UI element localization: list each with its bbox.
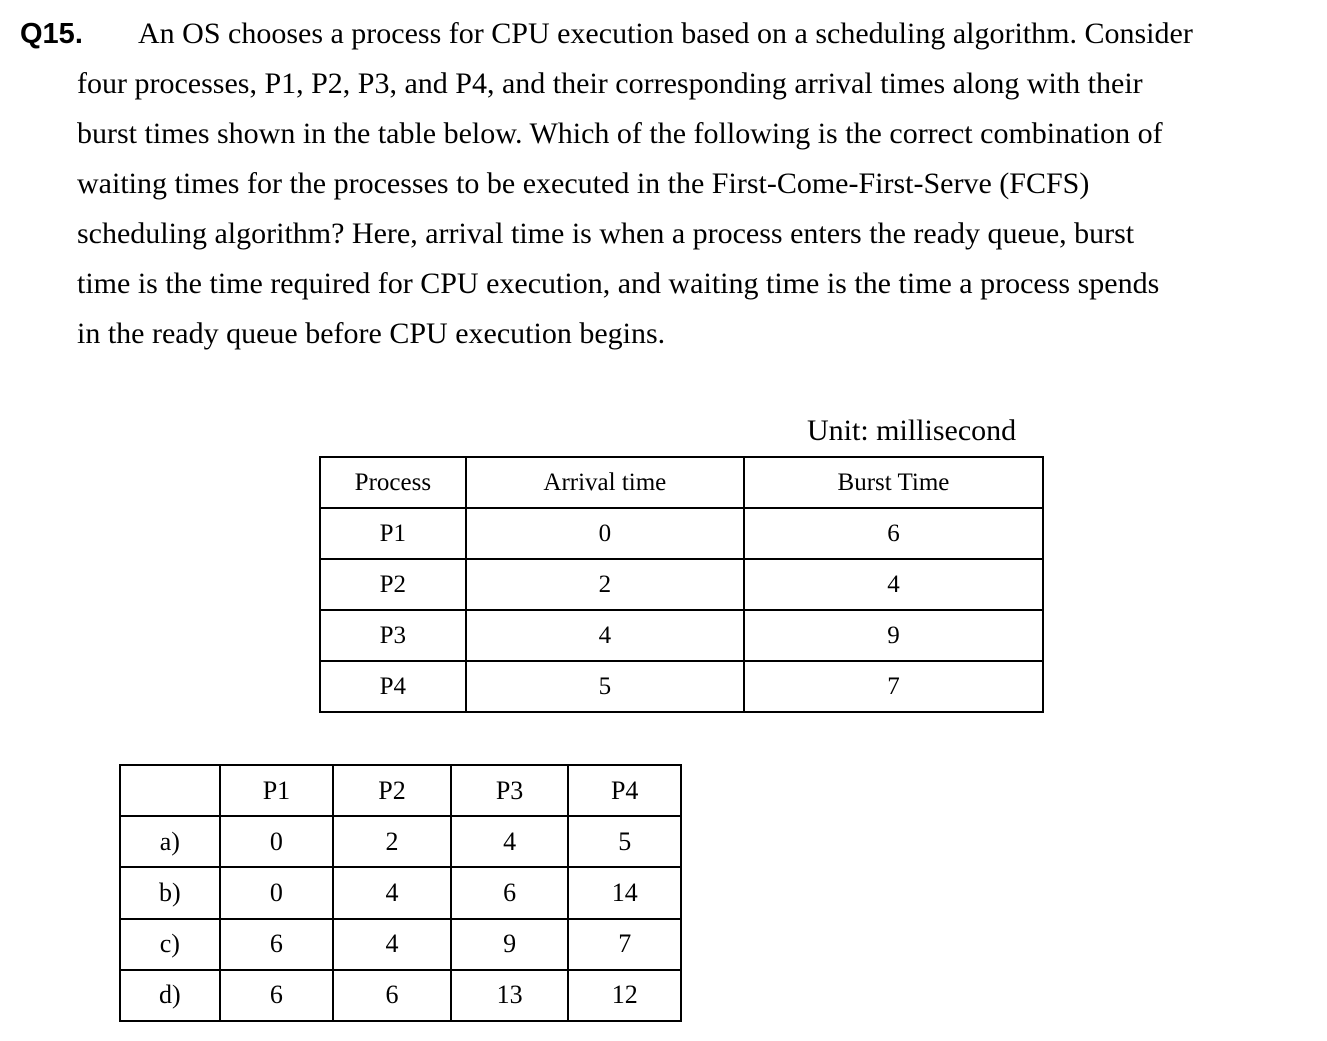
answer-option-row-c[interactable] (120, 919, 681, 970)
answer-options-table (119, 764, 682, 1022)
question-text-line-7: in the ready queue before CPU execution begins. (77, 317, 666, 350)
process-table-header-row (320, 457, 1043, 508)
process-table-row (320, 508, 1043, 559)
process-name-cell: P4 (320, 661, 466, 712)
burst-time-cell: 9 (744, 610, 1043, 661)
option-label: b) (120, 867, 220, 918)
waiting-time-p1: 0 (220, 816, 334, 867)
question-number: Q15. (20, 18, 83, 50)
waiting-time-p3: 9 (451, 919, 569, 970)
option-label: c) (120, 919, 220, 970)
answer-table-header-row (120, 765, 681, 816)
waiting-time-p3: 13 (451, 970, 569, 1021)
waiting-time-p3: 4 (451, 816, 569, 867)
option-label: a) (120, 816, 220, 867)
waiting-time-p1: 6 (220, 919, 334, 970)
unit-label: Unit: millisecond (807, 414, 1017, 447)
waiting-time-p2: 2 (333, 816, 451, 867)
answer-option-row-b[interactable] (120, 867, 681, 918)
arrival-time-cell: 2 (466, 559, 744, 610)
question-text-line-6: time is the time required for CPU execution, and waiting time is the time a process spends (77, 267, 1160, 300)
waiting-time-p4: 12 (568, 970, 681, 1021)
answer-header-blank (120, 765, 220, 816)
waiting-time-p4: 5 (568, 816, 681, 867)
burst-time-cell: 6 (744, 508, 1043, 559)
waiting-time-p4: 7 (568, 919, 681, 970)
waiting-time-p1: 0 (220, 867, 334, 918)
process-table-row (320, 610, 1043, 661)
header-arrival-time: Arrival time (466, 457, 744, 508)
process-name-cell: P3 (320, 610, 466, 661)
process-name-cell: P1 (320, 508, 466, 559)
question-text-line-3: burst times shown in the table below. Which of the following is the correct combination of (77, 117, 1163, 150)
question-text-line-1: An OS chooses a process for CPU execution based on a scheduling algorithm. Consider (138, 17, 1193, 50)
process-table-row (320, 559, 1043, 610)
answer-header-p1: P1 (220, 765, 334, 816)
burst-time-cell: 7 (744, 661, 1043, 712)
option-label: d) (120, 970, 220, 1021)
question-text-line-4: waiting times for the processes to be executed in the First-Come-First-Serve (FCFS) (77, 167, 1090, 200)
process-name-cell: P2 (320, 559, 466, 610)
answer-header-p2: P2 (333, 765, 451, 816)
question-text-line-5: scheduling algorithm? Here, arrival time is when a process enters the ready queue, burst (77, 217, 1135, 250)
waiting-time-p3: 6 (451, 867, 569, 918)
waiting-time-p2: 4 (333, 919, 451, 970)
process-table-row (320, 661, 1043, 712)
answer-option-row-a[interactable] (120, 816, 681, 867)
process-table (319, 456, 1044, 713)
question-text-line-2: four processes, P1, P2, P3, and P4, and their corresponding arrival times along with their (77, 67, 1143, 100)
arrival-time-cell: 4 (466, 610, 744, 661)
arrival-time-cell: 5 (466, 661, 744, 712)
arrival-time-cell: 0 (466, 508, 744, 559)
waiting-time-p2: 6 (333, 970, 451, 1021)
waiting-time-p1: 6 (220, 970, 334, 1021)
header-burst-time: Burst Time (744, 457, 1043, 508)
burst-time-cell: 4 (744, 559, 1043, 610)
answer-header-p4: P4 (568, 765, 681, 816)
waiting-time-p4: 14 (568, 867, 681, 918)
waiting-time-p2: 4 (333, 867, 451, 918)
header-process: Process (320, 457, 466, 508)
answer-option-row-d[interactable] (120, 970, 681, 1021)
answer-header-p3: P3 (451, 765, 569, 816)
